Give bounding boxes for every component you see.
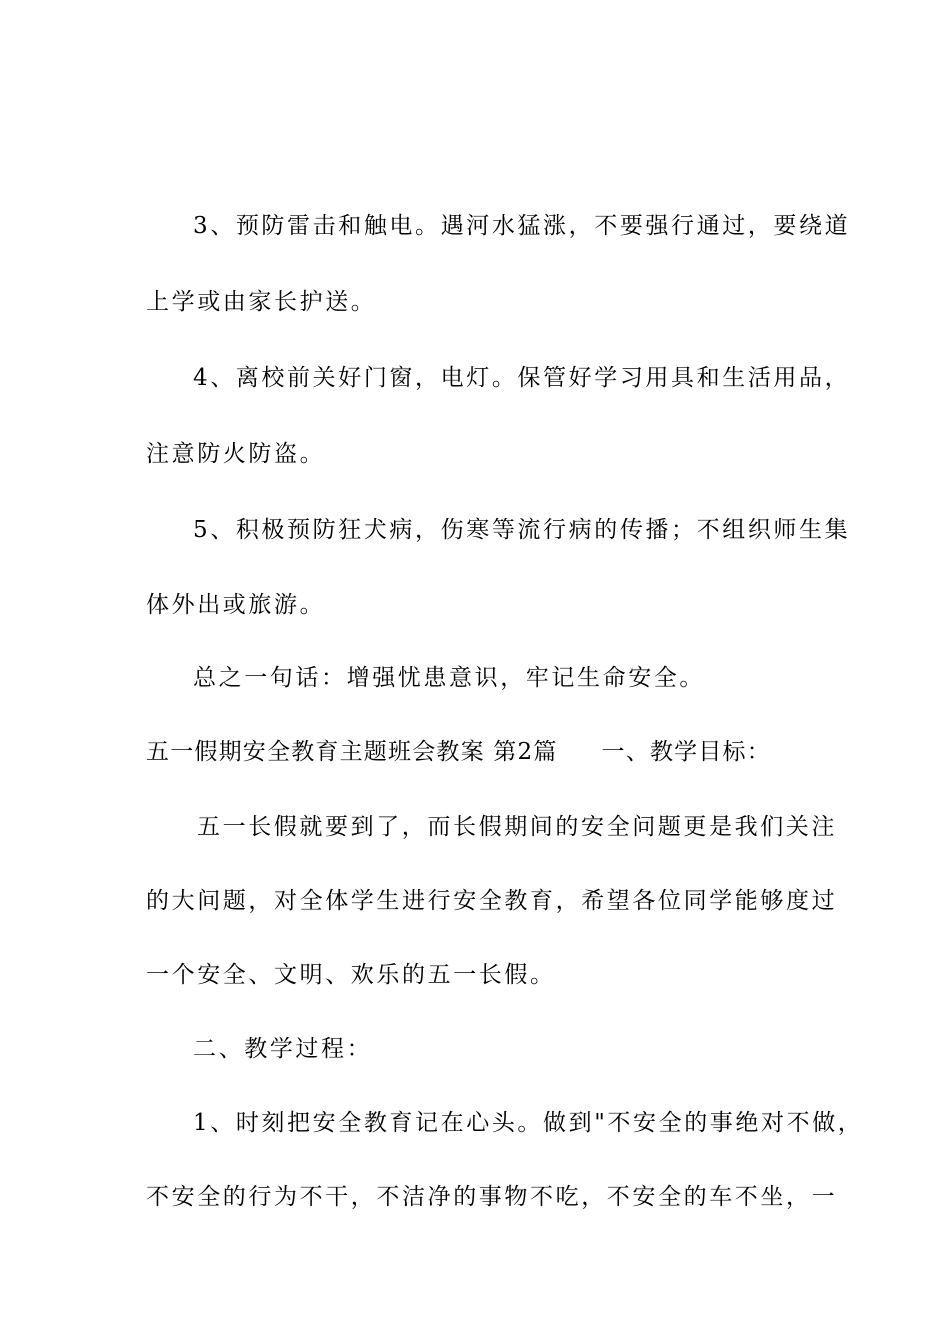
paragraph-line: 五一长假就要到了，而长假期间的安全问题更是我们关注 [197,814,837,840]
paragraph-line: 不安全的行为不干，不洁净的事物不吃，不安全的车不坐，一 [146,1184,838,1210]
paragraph-line: 5、积极预防狂犬病，伤寒等流行病的传播；不组织师生集 [193,517,851,543]
paragraph-line: 上学或由家长护送。 [146,289,377,315]
section-title: 五一假期安全教育主题班会教案 第2篇 [146,739,558,765]
section-heading [146,738,771,766]
paragraph-line: 的大问题，对全体学生进行安全教育，希望各位同学能够度过 [146,888,838,914]
paragraph-line: 3、预防雷击和触电。遇河水猛涨，不要强行通过，要绕道 [193,213,851,239]
section-heading-process: 二、教学过程： [193,1036,373,1062]
paragraph-line: 一个安全、文明、欢乐的五一长假。 [146,962,556,988]
paragraph-line: 体外出或旅游。 [146,592,326,618]
paragraph-line: 4、离校前关好门窗，电灯。保管好学习用具和生活用品， [193,365,851,391]
paragraph-line: 注意防火防盗。 [146,441,326,467]
section-subtitle: 一、教学目标： [601,739,771,765]
paragraph-line: 1、时刻把安全教育记在心头。做到"不安全的事绝对不做， [193,1110,864,1136]
paragraph-line: 总之一句话：增强忧患意识，牢记生命安全。 [193,665,705,691]
